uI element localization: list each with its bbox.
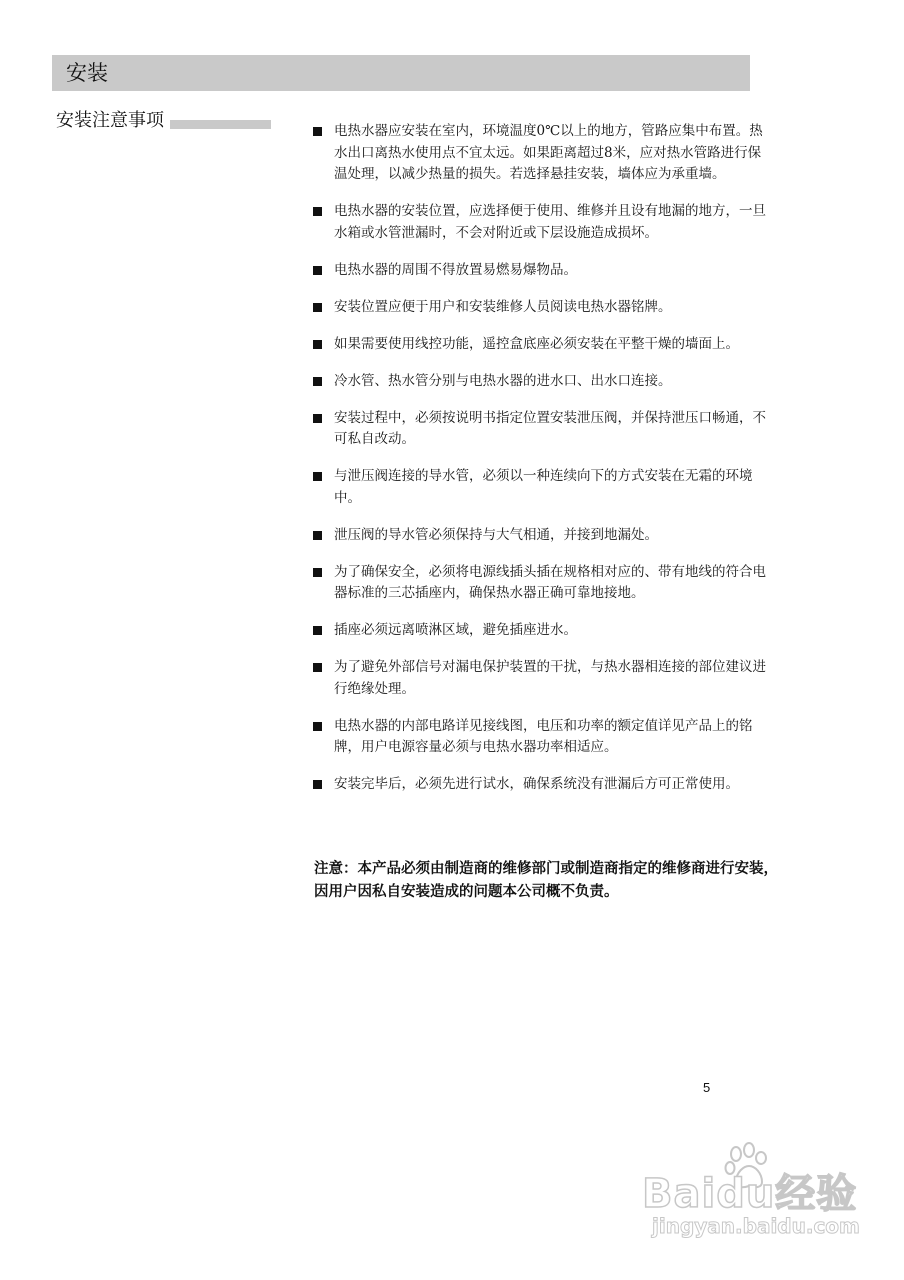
- list-item-text: 电热水器的安装位置，应选择便于使用、维修并且设有地漏的地方，一旦水箱或水管泄漏时，不会对附近或下层设施造成损坏。: [334, 203, 766, 241]
- list-item: [312, 297, 772, 319]
- list-item-text: 如果需要使用线控功能，遥控盒底座必须安装在平整干燥的墙面上。: [334, 335, 739, 352]
- list-item-text: 安装过程中，必须按说明书指定位置安装泄压阀，并保持泄压口畅通，不可私自改动。: [334, 409, 766, 447]
- list-item: [312, 525, 772, 547]
- square-bullet-icon: [313, 340, 322, 349]
- list-item: [312, 716, 772, 759]
- list-item-text: 泄压阀的导水管必须保持与大气相通，并接到地漏处。: [334, 526, 658, 543]
- precautions-list: [312, 121, 772, 811]
- list-item-text: 安装完毕后，必须先进行试水，确保系统没有泄漏后方可正常使用。: [334, 776, 739, 792]
- list-item: [312, 121, 772, 186]
- list-item-text: 电热水器的内部电路详见接线图，电压和功率的额定值详见产品上的铭牌，用户电源容量必须与电热水器功率相适应。: [334, 717, 753, 755]
- header-bar: [52, 55, 750, 91]
- list-item: [312, 657, 772, 700]
- list-item-text: 冷水管、热水管分别与电热水器的进水口、出水口连接。: [334, 372, 672, 389]
- list-item: [312, 466, 772, 509]
- list-item-text: 插座必须远离喷淋区域，避免插座进水。: [334, 622, 577, 638]
- baidu-watermark: [642, 1142, 860, 1247]
- square-bullet-icon: [313, 377, 322, 386]
- list-item-text: 电热水器的周围不得放置易燃易爆物品。: [334, 261, 577, 278]
- watermark-url: jingyan.baidu.com: [652, 1214, 860, 1238]
- list-item-text: 为了确保安全，必须将电源线插头插在规格相对应的、带有地线的符合电器标准的三芯插座内，确保热水器正确可靠地接地。: [334, 563, 766, 601]
- square-bullet-icon: [313, 780, 322, 789]
- installation-notice: 注意：本产品必须由制造商的维修部门或制造商指定的维修商进行安装，因用户因私自安装造成的问题本公司概不负责。: [314, 861, 778, 900]
- page-title: 安装: [66, 61, 108, 85]
- square-bullet-icon: [313, 414, 322, 423]
- list-item-text: 为了避免外部信号对漏电保护装置的干扰，与热水器相连接的部位建议进行绝缘处理。: [334, 659, 766, 697]
- page-number: 5: [703, 1080, 711, 1095]
- list-item-text: 与泄压阀连接的导水管，必须以一种连续向下的方式安装在无霜的环境中。: [334, 468, 753, 506]
- square-bullet-icon: [313, 531, 322, 540]
- square-bullet-icon: [313, 303, 322, 312]
- section-title: 安装注意事项: [56, 110, 170, 132]
- list-item: [312, 620, 772, 642]
- list-item-text: 安装位置应便于用户和安装维修人员阅读电热水器铭牌。: [334, 298, 672, 315]
- watermark-main-text: Baidu经验: [642, 1171, 858, 1217]
- list-item: [312, 201, 772, 244]
- list-item-text: 电热水器应安装在室内，环境温度0℃以上的地方，管路应集中布置。热水出口离热水使用点不宜太远。如果距离超过8米，应对热水管路进行保温处理，以减少热量的损失。若选择悬挂安装，墙体应为承重墙。: [334, 123, 763, 182]
- square-bullet-icon: [313, 568, 322, 577]
- list-item: [312, 371, 772, 393]
- square-bullet-icon: [313, 626, 322, 635]
- list-item: [312, 408, 772, 451]
- square-bullet-icon: [313, 472, 322, 481]
- square-bullet-icon: [313, 663, 322, 672]
- list-item: [312, 334, 772, 356]
- square-bullet-icon: [313, 207, 322, 216]
- square-bullet-icon: [313, 127, 322, 136]
- list-item: [312, 774, 772, 796]
- list-item: [312, 562, 772, 605]
- list-item: [312, 260, 772, 282]
- square-bullet-icon: [313, 722, 322, 731]
- square-bullet-icon: [313, 266, 322, 275]
